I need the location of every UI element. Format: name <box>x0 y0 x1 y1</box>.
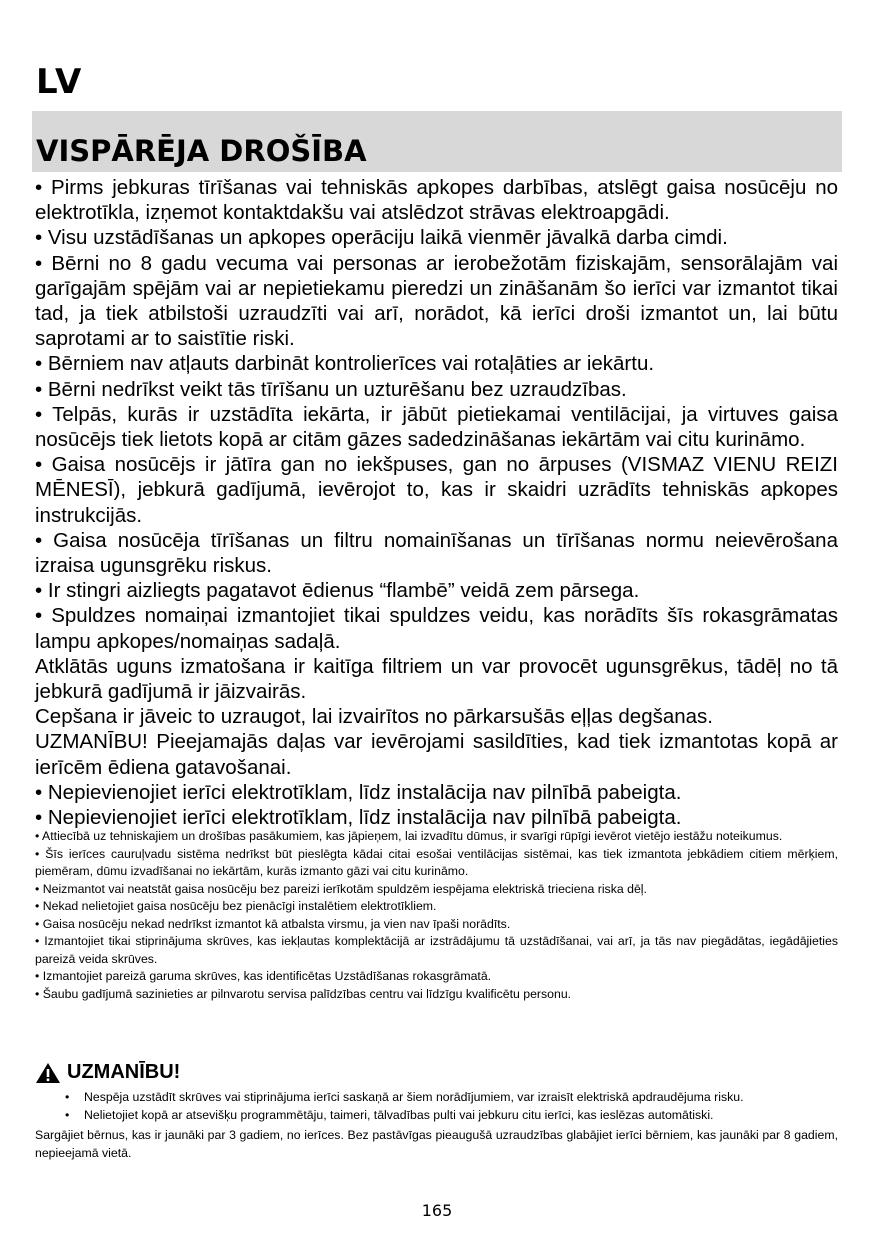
list-item-text: Nespēja uzstādīt skrūves vai stiprinājuma ierīci saskaņā ar šiem norādījumiem, var izraisīt elektriskā apdraudējuma risku. <box>84 1090 744 1104</box>
paragraph: • Šīs ierīces cauruļvadu sistēma nedrīkst būt pieslēgta kādai citai esošai ventilācijas sistēmai, kas tiek izmantota jebkādiem citiem mērķiem, piemēram, dūmu izvadīšanai no iekārtām, kurās izmanto gāzi vai citu kurināmo. <box>35 846 838 878</box>
paragraph: • Bērniem nav atļauts darbināt kontrolierīces vai rotaļāties ar iekārtu. <box>35 352 655 376</box>
paragraph: • Spuldzes nomaiņai izmantojiet tikai spuldzes veidu, kas norādīts šīs rokasgrāmatas lampu apkopes/nomaiņas sadaļā. <box>35 604 838 653</box>
paragraph: • Bērni nedrīkst veikt tās tīrīšanu un uzturēšanu bez uzraudzības. <box>35 377 627 401</box>
paragraph: • Ir stingri aizliegts pagatavot ēdienus “flambē” veidā zem pārsega. <box>35 579 640 603</box>
section-title: VISPĀRĒJA DROŠĪBA <box>36 134 367 168</box>
warning-list <box>35 1089 838 1162</box>
language-code: LV <box>36 62 84 102</box>
paragraph: Atklātās uguns izmatošana ir kaitīga filtriem un var provocēt ugunsgrēkus, tādēļ no tā jebkurā gadījumā ir jāizvairās. <box>35 654 838 704</box>
paragraph: • Visu uzstādīšanas un apkopes operāciju laikā vienmēr jāvalkā darba cimdi. <box>35 226 728 250</box>
paragraph: • Izmantojiet pareizā garuma skrūves, kas identificētas Uzstādīšanas rokasgrāmatā. <box>35 969 492 983</box>
paragraph: • Neizmantot vai neatstāt gaisa nosūcēju bez pareizi ierīkotām spuldzēm iespējama elektriskā trieciena riska dēļ. <box>35 881 647 896</box>
warning-triangle-icon <box>35 1062 61 1084</box>
bullet: • <box>65 1107 70 1122</box>
paragraph: Cepšana ir jāveic to uzraugot, lai izvairītos no pārkarsušās eļļas degšanas. <box>35 705 713 729</box>
paragraph: • Telpās, kurās ir uzstādīta iekārta, ir jābūt pietiekamai ventilācijai, ja virtuves gaisa nosūcējs tiek lietots kopā ar citām gāzes sadedzināšanas iekārtām vai citu kurināmo. <box>35 402 838 452</box>
main-safety-text <box>35 175 838 830</box>
list-item <box>35 1089 838 1107</box>
bullet: • <box>65 1090 70 1104</box>
paragraph: • Bērni no 8 gadu vecuma vai personas ar ierobežotām fiziskajām, sensorālajām vai garīgajām spējām vai ar nepietiekamu pieredzi un zināšanām šo ierīci var izmantot tikai tad, ja tiek atbilstoši uzraudzīti vai arī, norādot, kā ierīci droši izmantot un, lai būtu saprotami ar to saistītie riski. <box>35 251 838 351</box>
warning-note: Sargājiet bērnus, kas ir jaunāki par 3 gadiem, no ierīces. Bez pastāvīgas pieaugušā uzraudzības glabājiet ierīci bērniem, kas jaunāki par 8 gadiem, nepieejamā vietā. <box>35 1128 838 1160</box>
page-number: 165 <box>421 1201 453 1220</box>
paragraph: • Gaisa nosūcējs ir jātīra gan no iekšpuses, gan no ārpuses (VISMAZ VIENU REIZI MĒNESĪ), jebkurā gadījumā, ievērojot to, kas ir skaidri uzrādīts tehniskās apkopes instrukcijās. <box>35 453 838 527</box>
small-safety-text <box>35 828 838 1003</box>
paragraph: • Nekad nelietojiet gaisa nosūcēju bez pienācīgi instalētiem elektrotīkliem. <box>35 899 437 913</box>
paragraph: • Izmantojiet tikai stiprinājuma skrūves, kas iekļautas komplektācijā ar izstrādājumu tā uzstādīšanai, vai arī, ja tās nav piegādātas, iegādājieties pareizā veida skrūves. <box>35 934 838 966</box>
paragraph: • Šaubu gadījumā sazinieties ar pilnvarotu servisa palīdzības centru vai līdzīgu kvalificētu personu. <box>35 986 572 1001</box>
paragraph: UZMANĪBU! Pieejamajās daļas var ievērojami sasildīties, kad tiek izmantotas kopā ar ierīcēm ēdiena gatavošanai. <box>35 730 838 779</box>
paragraph: • Gaisa nosūcēju nekad nedrīkst izmantot kā atbalsta virsmu, ja vien nav īpaši norādīts. <box>35 916 511 931</box>
paragraph: • Pirms jebkuras tīrīšanas vai tehniskās apkopes darbības, atslēgt gaisa nosūcēju no elektrotīkla, izņemot kontaktdakšu vai atslēdzot strāvas elektroapgādi. <box>35 176 838 225</box>
paragraph: • Nepievienojiet ierīci elektrotīklam, līdz instalācija nav pilnībā pabeigta. <box>35 780 682 804</box>
list-item-text: Nelietojiet kopā ar atsevišķu programmētāju, taimeri, tālvadības pulti vai jebkuru citu ierīci, kas ieslēzas automātiski. <box>84 1107 714 1122</box>
warning-title: UZMANĪBU! <box>67 1061 181 1083</box>
warning-heading <box>35 1061 180 1084</box>
paragraph: • Gaisa nosūcēja tīrīšanas un filtru nomainīšanas un tīrīšanas normu neievērošana izraisa ugunsgrēku riskus. <box>35 528 838 578</box>
paragraph: • Attiecībā uz tehniskajiem un drošības pasākumiem, kas jāpieņem, lai izvadītu dūmus, ir svarīgi rūpīgi ievērot vietējo iestāžu noteikumus. <box>35 829 783 843</box>
paragraph: • Nepievienojiet ierīci elektrotīklam, līdz instalācija nav pilnībā pabeigta. <box>35 806 682 830</box>
list-item <box>35 1107 838 1125</box>
